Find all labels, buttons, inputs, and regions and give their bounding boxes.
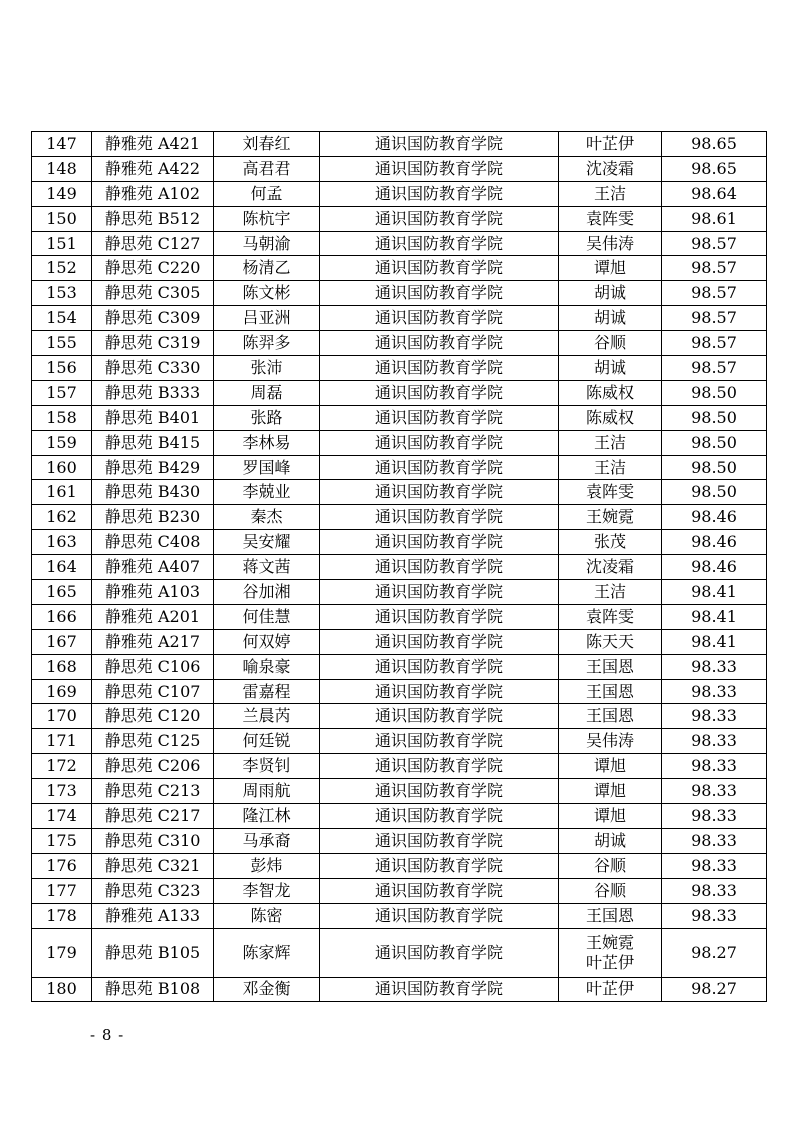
cell-teacher: [559, 704, 662, 729]
table-row: [32, 331, 767, 356]
cell-dorm-room: 静雅苑 A201: [92, 604, 214, 629]
teacher-name: 吴伟涛: [585, 233, 634, 253]
cell-teacher: [559, 928, 662, 977]
table-row: [32, 729, 767, 754]
table-row: [32, 878, 767, 903]
table-row: [32, 555, 767, 580]
cell-score: 98.33: [662, 903, 767, 928]
cell-rank: 162: [32, 505, 92, 530]
table-row: [32, 530, 767, 555]
cell-score: 98.50: [662, 455, 767, 480]
cell-teacher: [559, 181, 662, 206]
cell-student-name: 周磊: [214, 380, 320, 405]
teacher-name: 谷顺: [593, 855, 626, 875]
cell-score: 98.46: [662, 530, 767, 555]
teacher-name: 谷顺: [593, 333, 626, 353]
cell-student-name: 邓金衡: [214, 977, 320, 1002]
cell-score: 98.33: [662, 804, 767, 829]
cell-dorm-room: 静雅苑 A422: [92, 156, 214, 181]
teacher-name: 谭旭: [593, 258, 626, 278]
cell-score: 98.50: [662, 480, 767, 505]
cell-score: 98.46: [662, 555, 767, 580]
cell-teacher: [559, 679, 662, 704]
cell-dorm-room: 静思苑 C213: [92, 779, 214, 804]
cell-teacher: [559, 977, 662, 1002]
cell-college: 通识国防教育学院: [320, 405, 559, 430]
teacher-name: 王洁: [593, 581, 626, 601]
cell-college: 通识国防教育学院: [320, 231, 559, 256]
teacher-name: 王国恩: [585, 656, 634, 676]
teacher-name: 谷顺: [593, 880, 626, 900]
cell-student-name: 高君君: [214, 156, 320, 181]
page-number: - 8 -: [90, 1026, 125, 1044]
cell-score: 98.50: [662, 380, 767, 405]
teacher-name: 王婉霓: [585, 507, 634, 527]
cell-college: 通识国防教育学院: [320, 505, 559, 530]
cell-college: 通识国防教育学院: [320, 256, 559, 281]
cell-college: 通识国防教育学院: [320, 156, 559, 181]
cell-dorm-room: 静思苑 C310: [92, 828, 214, 853]
cell-teacher: [559, 505, 662, 530]
cell-rank: 171: [32, 729, 92, 754]
cell-college: 通识国防教育学院: [320, 878, 559, 903]
cell-student-name: 陈家辉: [214, 928, 320, 977]
cell-score: 98.61: [662, 206, 767, 231]
cell-dorm-room: 静思苑 B333: [92, 380, 214, 405]
cell-teacher: [559, 903, 662, 928]
cell-rank: 175: [32, 828, 92, 853]
cell-dorm-room: 静思苑 B512: [92, 206, 214, 231]
cell-score: 98.41: [662, 580, 767, 605]
cell-college: 通识国防教育学院: [320, 132, 559, 157]
cell-dorm-room: 静思苑 C106: [92, 654, 214, 679]
cell-rank: 159: [32, 430, 92, 455]
cell-rank: 149: [32, 181, 92, 206]
cell-rank: 156: [32, 356, 92, 381]
cell-dorm-room: 静思苑 C125: [92, 729, 214, 754]
teacher-name: 叶芷伊: [585, 952, 634, 972]
cell-score: 98.33: [662, 679, 767, 704]
cell-score: 98.57: [662, 331, 767, 356]
cell-student-name: 吕亚洲: [214, 306, 320, 331]
table-row: [32, 356, 767, 381]
cell-teacher: [559, 206, 662, 231]
teacher-name: 陈天天: [585, 631, 634, 651]
cell-score: 98.33: [662, 704, 767, 729]
cell-student-name: 刘春红: [214, 132, 320, 157]
cell-dorm-room: 静雅苑 A133: [92, 903, 214, 928]
cell-rank: 172: [32, 754, 92, 779]
cell-score: 98.33: [662, 878, 767, 903]
table-row: [32, 132, 767, 157]
cell-score: 98.33: [662, 779, 767, 804]
cell-college: 通识国防教育学院: [320, 206, 559, 231]
table-row: [32, 281, 767, 306]
cell-score: 98.50: [662, 430, 767, 455]
cell-rank: 164: [32, 555, 92, 580]
table-row: [32, 380, 767, 405]
teacher-name: 陈威权: [585, 407, 634, 427]
cell-score: 98.57: [662, 256, 767, 281]
teacher-name: 胡诚: [593, 357, 626, 377]
cell-student-name: 李兢业: [214, 480, 320, 505]
cell-teacher: [559, 281, 662, 306]
table-row: [32, 679, 767, 704]
table-row: [32, 779, 767, 804]
cell-score: 98.50: [662, 405, 767, 430]
cell-rank: 153: [32, 281, 92, 306]
cell-college: 通识国防教育学院: [320, 430, 559, 455]
table-row: [32, 505, 767, 530]
cell-college: 通识国防教育学院: [320, 555, 559, 580]
table-row: [32, 828, 767, 853]
teacher-name: 王国恩: [585, 681, 634, 701]
teacher-name: 袁阵雯: [585, 482, 634, 502]
cell-student-name: 雷嘉程: [214, 679, 320, 704]
cell-score: 98.33: [662, 654, 767, 679]
cell-college: 通识国防教育学院: [320, 181, 559, 206]
cell-teacher: [559, 853, 662, 878]
teacher-name: 袁阵雯: [585, 208, 634, 228]
cell-rank: 157: [32, 380, 92, 405]
cell-dorm-room: 静思苑 B430: [92, 480, 214, 505]
cell-teacher: [559, 654, 662, 679]
teacher-name: 王国恩: [585, 905, 634, 925]
cell-college: 通识国防教育学院: [320, 654, 559, 679]
cell-score: 98.27: [662, 928, 767, 977]
cell-teacher: [559, 729, 662, 754]
cell-dorm-room: 静雅苑 A421: [92, 132, 214, 157]
cell-rank: 173: [32, 779, 92, 804]
cell-student-name: 喻泉豪: [214, 654, 320, 679]
table-row: [32, 256, 767, 281]
cell-rank: 161: [32, 480, 92, 505]
cell-teacher: [559, 878, 662, 903]
cell-college: 通识国防教育学院: [320, 853, 559, 878]
cell-student-name: 李智龙: [214, 878, 320, 903]
cell-college: 通识国防教育学院: [320, 629, 559, 654]
cell-dorm-room: 静思苑 B401: [92, 405, 214, 430]
teacher-name: 陈威权: [585, 382, 634, 402]
cell-teacher: [559, 804, 662, 829]
cell-rank: 170: [32, 704, 92, 729]
cell-college: 通识国防教育学院: [320, 903, 559, 928]
cell-student-name: 陈文彬: [214, 281, 320, 306]
table-row: [32, 156, 767, 181]
cell-dorm-room: 静思苑 B429: [92, 455, 214, 480]
cell-dorm-room: 静思苑 C321: [92, 853, 214, 878]
cell-teacher: [559, 256, 662, 281]
cell-college: 通识国防教育学院: [320, 828, 559, 853]
cell-student-name: 蒋文茜: [214, 555, 320, 580]
cell-rank: 178: [32, 903, 92, 928]
cell-score: 98.41: [662, 604, 767, 629]
cell-teacher: [559, 779, 662, 804]
table-row: [32, 430, 767, 455]
cell-student-name: 谷加湘: [214, 580, 320, 605]
cell-dorm-room: 静雅苑 A103: [92, 580, 214, 605]
cell-teacher: [559, 604, 662, 629]
cell-dorm-room: 静雅苑 A102: [92, 181, 214, 206]
cell-dorm-room: 静思苑 B230: [92, 505, 214, 530]
cell-score: 98.57: [662, 306, 767, 331]
cell-rank: 168: [32, 654, 92, 679]
teacher-name: 沈凌霜: [585, 158, 634, 178]
table-row: [32, 231, 767, 256]
cell-student-name: 马承裔: [214, 828, 320, 853]
cell-college: 通识国防教育学院: [320, 679, 559, 704]
teacher-name: 叶芷伊: [585, 979, 634, 999]
cell-rank: 163: [32, 530, 92, 555]
cell-rank: 179: [32, 928, 92, 977]
cell-teacher: [559, 405, 662, 430]
table-row: [32, 977, 767, 1002]
cell-score: 98.33: [662, 828, 767, 853]
cell-dorm-room: 静思苑 C206: [92, 754, 214, 779]
table-row: [32, 629, 767, 654]
table-row: [32, 405, 767, 430]
cell-student-name: 陈羿多: [214, 331, 320, 356]
teacher-name: 袁阵雯: [585, 606, 634, 626]
cell-teacher: [559, 555, 662, 580]
cell-rank: 176: [32, 853, 92, 878]
teacher-name: 王国恩: [585, 706, 634, 726]
cell-score: 98.65: [662, 132, 767, 157]
table-row: [32, 455, 767, 480]
cell-score: 98.57: [662, 231, 767, 256]
cell-college: 通识国防教育学院: [320, 704, 559, 729]
cell-dorm-room: 静思苑 C120: [92, 704, 214, 729]
table-row: [32, 480, 767, 505]
cell-student-name: 张沛: [214, 356, 320, 381]
cell-teacher: [559, 156, 662, 181]
teacher-name: 谭旭: [593, 781, 626, 801]
cell-college: 通识国防教育学院: [320, 281, 559, 306]
cell-student-name: 张路: [214, 405, 320, 430]
cell-score: 98.65: [662, 156, 767, 181]
cell-rank: 160: [32, 455, 92, 480]
cell-rank: 147: [32, 132, 92, 157]
cell-score: 98.33: [662, 754, 767, 779]
cell-rank: 169: [32, 679, 92, 704]
cell-dorm-room: 静思苑 C220: [92, 256, 214, 281]
cell-dorm-room: 静思苑 C309: [92, 306, 214, 331]
cell-dorm-room: 静思苑 C408: [92, 530, 214, 555]
table-row: [32, 704, 767, 729]
cell-dorm-room: 静思苑 C330: [92, 356, 214, 381]
cell-college: 通识国防教育学院: [320, 779, 559, 804]
cell-student-name: 何双婷: [214, 629, 320, 654]
teacher-name: 沈凌霜: [585, 557, 634, 577]
cell-college: 通识国防教育学院: [320, 331, 559, 356]
cell-rank: 165: [32, 580, 92, 605]
cell-score: 98.27: [662, 977, 767, 1002]
cell-college: 通识国防教育学院: [320, 455, 559, 480]
teacher-name: 胡诚: [593, 283, 626, 303]
cell-dorm-room: 静思苑 C127: [92, 231, 214, 256]
teacher-name: 王洁: [593, 432, 626, 452]
cell-teacher: [559, 356, 662, 381]
cell-student-name: 兰晨芮: [214, 704, 320, 729]
cell-dorm-room: 静思苑 B415: [92, 430, 214, 455]
table-row: [32, 306, 767, 331]
cell-rank: 167: [32, 629, 92, 654]
cell-rank: 150: [32, 206, 92, 231]
cell-teacher: [559, 754, 662, 779]
cell-teacher: [559, 380, 662, 405]
teacher-name: 胡诚: [593, 308, 626, 328]
table-row: [32, 654, 767, 679]
cell-student-name: 陈杭宇: [214, 206, 320, 231]
cell-score: 98.64: [662, 181, 767, 206]
cell-student-name: 李林易: [214, 430, 320, 455]
cell-rank: 166: [32, 604, 92, 629]
teacher-name: 张茂: [593, 532, 626, 552]
cell-college: 通识国防教育学院: [320, 604, 559, 629]
cell-teacher: [559, 580, 662, 605]
cell-teacher: [559, 331, 662, 356]
table-row: [32, 853, 767, 878]
cell-student-name: 李贤钊: [214, 754, 320, 779]
cell-rank: 158: [32, 405, 92, 430]
teacher-name: 谭旭: [593, 805, 626, 825]
cell-student-name: 彭炜: [214, 853, 320, 878]
cell-score: 98.41: [662, 629, 767, 654]
cell-score: 98.57: [662, 356, 767, 381]
cell-rank: 151: [32, 231, 92, 256]
cell-college: 通识国防教育学院: [320, 804, 559, 829]
cell-student-name: 陈密: [214, 903, 320, 928]
cell-dorm-room: 静思苑 C217: [92, 804, 214, 829]
table-body: [32, 132, 767, 1002]
table-row: [32, 754, 767, 779]
cell-teacher: [559, 530, 662, 555]
teacher-name: 吴伟涛: [585, 731, 634, 751]
cell-dorm-room: 静思苑 C107: [92, 679, 214, 704]
cell-teacher: [559, 306, 662, 331]
cell-teacher: [559, 231, 662, 256]
teacher-name: 王洁: [593, 457, 626, 477]
cell-college: 通识国防教育学院: [320, 480, 559, 505]
cell-rank: 152: [32, 256, 92, 281]
cell-student-name: 罗国峰: [214, 455, 320, 480]
table-row: [32, 804, 767, 829]
table-row: [32, 604, 767, 629]
cell-student-name: 何廷锐: [214, 729, 320, 754]
cell-rank: 180: [32, 977, 92, 1002]
cell-college: 通识国防教育学院: [320, 928, 559, 977]
cell-student-name: 隆江林: [214, 804, 320, 829]
cell-teacher: [559, 480, 662, 505]
cell-college: 通识国防教育学院: [320, 380, 559, 405]
cell-student-name: 吴安耀: [214, 530, 320, 555]
table-row: [32, 206, 767, 231]
cell-dorm-room: 静思苑 B108: [92, 977, 214, 1002]
cell-student-name: 何孟: [214, 181, 320, 206]
cell-dorm-room: 静思苑 C323: [92, 878, 214, 903]
cell-rank: 154: [32, 306, 92, 331]
cell-student-name: 马朝渝: [214, 231, 320, 256]
cell-college: 通识国防教育学院: [320, 306, 559, 331]
cell-student-name: 周雨航: [214, 779, 320, 804]
cell-college: 通识国防教育学院: [320, 356, 559, 381]
cell-college: 通识国防教育学院: [320, 580, 559, 605]
cell-student-name: 杨清乙: [214, 256, 320, 281]
cell-rank: 174: [32, 804, 92, 829]
cell-dorm-room: 静思苑 C305: [92, 281, 214, 306]
cell-college: 通识国防教育学院: [320, 754, 559, 779]
teacher-name: 谭旭: [593, 756, 626, 776]
cell-score: 98.57: [662, 281, 767, 306]
cell-rank: 148: [32, 156, 92, 181]
cell-dorm-room: 静思苑 C319: [92, 331, 214, 356]
cell-dorm-room: 静思苑 B105: [92, 928, 214, 977]
table-row: [32, 928, 767, 977]
cell-teacher: [559, 828, 662, 853]
cell-student-name: 何佳慧: [214, 604, 320, 629]
teacher-name: 胡诚: [593, 830, 626, 850]
table-row: [32, 903, 767, 928]
cell-college: 通识国防教育学院: [320, 530, 559, 555]
cell-dorm-room: 静雅苑 A217: [92, 629, 214, 654]
cell-rank: 155: [32, 331, 92, 356]
cell-college: 通识国防教育学院: [320, 977, 559, 1002]
teacher-name: 叶芷伊: [585, 133, 634, 153]
cell-teacher: [559, 629, 662, 654]
cell-score: 98.33: [662, 853, 767, 878]
cell-student-name: 秦杰: [214, 505, 320, 530]
cell-dorm-room: 静雅苑 A407: [92, 555, 214, 580]
cell-teacher: [559, 132, 662, 157]
cell-rank: 177: [32, 878, 92, 903]
cell-teacher: [559, 430, 662, 455]
cell-score: 98.46: [662, 505, 767, 530]
teacher-name: 王婉霓: [585, 932, 634, 952]
teacher-name: 王洁: [593, 183, 626, 203]
dormitory-ranking-table: [31, 131, 767, 1002]
table-row: [32, 181, 767, 206]
table-row: [32, 580, 767, 605]
cell-teacher: [559, 455, 662, 480]
cell-score: 98.33: [662, 729, 767, 754]
cell-college: 通识国防教育学院: [320, 729, 559, 754]
